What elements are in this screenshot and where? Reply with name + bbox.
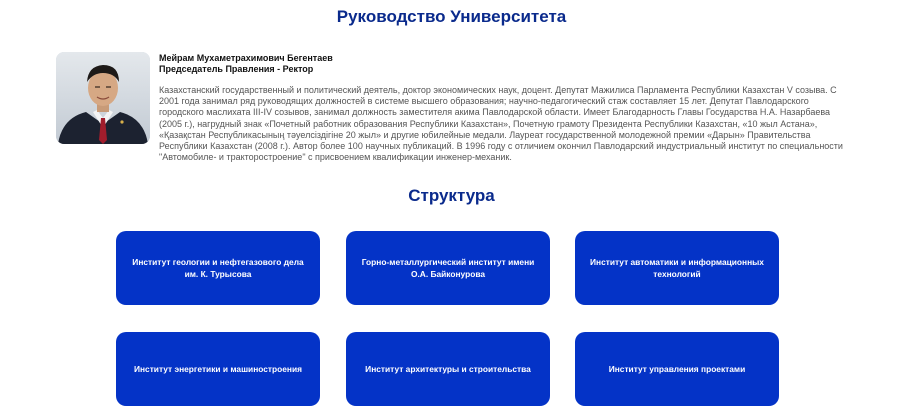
institute-card-energy[interactable] (116, 332, 320, 406)
leader-role: Председатель Правления - Ректор (159, 64, 314, 74)
institute-card-architecture[interactable] (346, 332, 550, 406)
institute-card-label: Институт геологии и нефтегазового дела им. К. Турысова (132, 257, 304, 279)
institute-card-geology[interactable] (116, 231, 320, 305)
institute-card-mining[interactable] (346, 231, 550, 305)
structure-title: Структура (408, 186, 495, 205)
leader-name: Мейрам Мухаметрахимович Бегентаев (159, 53, 333, 63)
institute-card-label: Горно-металлургический институт имени О.А. Байконурова (361, 257, 535, 279)
portrait-image (56, 52, 150, 144)
institute-card-label: Институт архитектуры и строительства (365, 364, 531, 374)
institute-card-label: Институт управления проектами (608, 364, 746, 374)
institute-card-project-management[interactable] (575, 332, 779, 406)
leadership-title: Руководство Университета (336, 7, 567, 26)
institute-card-automation[interactable] (575, 231, 779, 305)
leader-bio: Казахстанский государственный и политический деятель, доктор экономических наук, доцент. Депутат Мажилиса Парламента Республики Казахстан V созыва. С 2001 года занимал ряд руководящих должностей в системе высшего образования; научно-педагогический стаж составляет 15 лет. Депутат Павлодарского городского маслихата III-IV созывов, занимал должность заместителя акима Павлодарской области. Имеет Благодарность Главы Государства Н.А. Назарбаева (2005 г.), нагрудный знак «Почетный работник образования Республики Казахстан», Почетную грамоту Президента Республики Казахстан, «10 жыл Астана», «Қазақстан Республикасының тәуелсіздігіне 20 жыл» и другие юбилейные медали. Лауреат государственной молодежной премии «Дарын» Правительства Республики Казахстан (2008 г.). Автор более 100 научных публикаций. В 1996 году с отличием окончил Павлодарский индустриальный институт по специальности "Автомобиле- и тракторостроение" с присвоением квалификации инженер-механик. (159, 85, 843, 163)
institute-card-label: Институт автоматики и информационных технологий (590, 257, 764, 279)
leader-photo (56, 52, 150, 144)
institute-card-label: Институт энергетики и машиностроения (133, 364, 303, 374)
